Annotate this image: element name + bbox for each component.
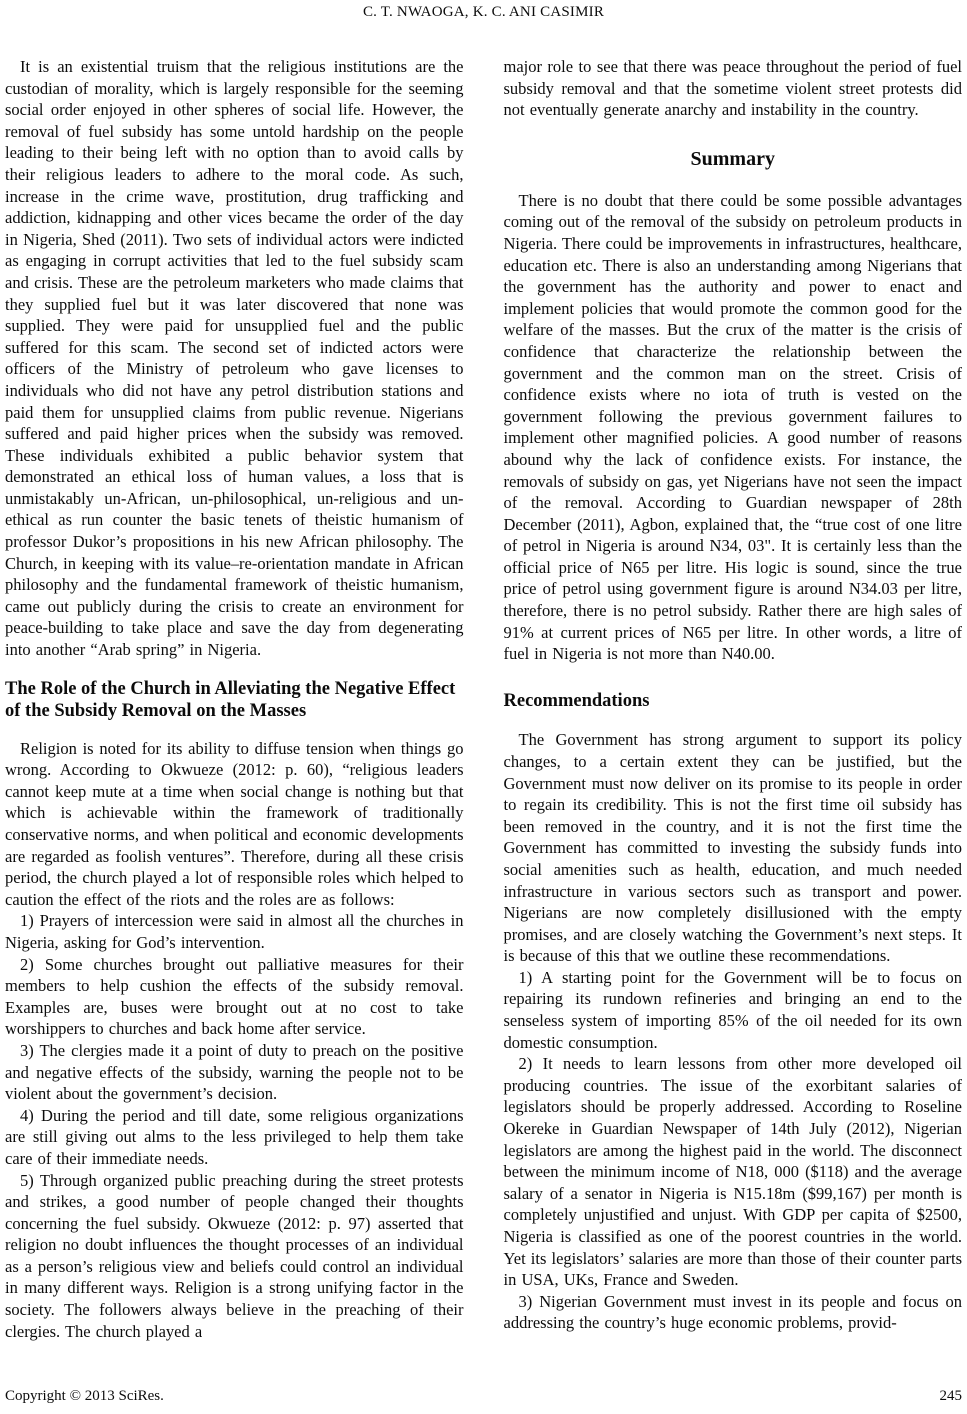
numbered-list-item: 1) A starting point for the Government will be to focus on repairing its rundown refineries and bringing an end to the senseless system of importing 85% of the oil needed for its own domestic consumption. <box>503 967 962 1052</box>
body-paragraph: Religion is noted for its ability to diffuse tension when things go wrong. According to Okwueze (2012: p. 60), “religious leaders cannot keep mute at a time when social change is nothing but that which is achievable within the framework of traditionally conservative norms, and when political and economic developments are regarded as foolish ventures”. Therefore, during all these crisis period, the church played a lot of responsible roles which helped to caution the effect of the riots and the roles are as follows: <box>5 738 464 909</box>
two-column-body <box>0 56 967 1342</box>
numbered-list-item: 2) It needs to learn lessons from other more developed oil producing countries. The issue of the exorbitant salaries of legislators should be properly addressed. According to Roseline Okereke in Guardian Newspaper of 14th July (2012), Nigerian legislators are among the highest paid in the world. The disconnect between the minimum income of N18, 000 ($118) and the average salary of a senator in Nigeria is N15.18m ($99,167) per month is completely unjustified and unjust. With GDP per capita of $2500, Nigeria is classified as one of the poorest countries in the world. Yet its legislators’ salaries are more than those of their counter parts in USA, UKs, France and Sweden. <box>503 1054 963 1290</box>
body-paragraph: It is an existential truism that the religious institutions are the custodian of morality, which is largely responsible for the seeming social order enjoyed in other spheres of social life. However, the removal of fuel subsidy has some untold hardship on the people leading to their being left with no option than to avoid calls by their religious leaders to adhere to the moral code. As such, increase in the crime wave, prostitution, drug trafficking and addiction, kidnapping and other vices became the order of the day in Nigeria, Shed (2011). Two sets of individual actors were indicted as engaging in corrupt activities that led to the fuel subsidy scam and crisis. These are the petroleum marketers who made claims that they supplied fuel but it was later discovered that none was supplied. They were paid for unsupplied fuel and the public suffered for this scam. The second set of indicted actors were officers of the Ministry of petroleum who gave licenses to individuals who did not have any petrol distribution stations and paid them for unsupplied claims from public revenue. Nigerians suffered and paid higher prices when the subsidy was removed. These individuals exhibited a public behavior system that demonstrated an ethical loss of human values, a loss that is unmistakably un-African, un-philosophical, un-religious and un-ethical as run counter the basic tenets of theistic humanism of professor Dukor’s propositions in his new African philosophy. The Church, in keeping with its value–re-orientation mandate in African philosophy and the fundamental framework of theistic humanism, came out publicly during the crisis to create an environment for peace-building to take place and save the day from degenerating into another “Arab spring” in Nigeria. <box>5 57 464 660</box>
page-number: 245 <box>939 1388 962 1404</box>
running-header-authors: C. T. NWAOGA, K. C. ANI CASIMIR <box>362 4 605 20</box>
numbered-list-item: 2) Some churches brought out palliative measures for their members to help cushion the effects of the subsidy removal. Examples are, buses were brought out at no cost to take worshippers to churches and back home after service. <box>5 954 464 1039</box>
continuation-paragraph: major role to see that there was peace throughout the period of fuel subsidy removal and that the sometime violent street protests did not eventually generate anarchy and instability in the country. <box>503 57 962 120</box>
numbered-list-item: 1) Prayers of intercession were said in almost all the churches in Nigeria, asking for God’s intervention. <box>5 911 464 952</box>
numbered-list-item: 3) The clergies made it a point of duty to preach on the positive and negative effects of the subsidy, warning the people not to be violent about the government’s decision. <box>5 1040 464 1104</box>
summary-heading: Summary <box>690 147 775 170</box>
right-column <box>504 56 963 1342</box>
numbered-list-item: 3) Nigerian Government must invest in its people and focus on addressing the country’s huge economic problems, provid- <box>503 1291 962 1333</box>
recommendations-heading: Recommendations <box>503 690 650 711</box>
numbered-list-item: 4) During the period and till date, some religious organizations are still giving out alms to the less privileged to help them take care of their immediate needs. <box>5 1105 464 1168</box>
recommendations-intro-paragraph: The Government has strong argument to support its policy changes, to a certain extent they can be justified, but the Government must now deliver on its promise to its people in order to regain its credibility. This is not the first time oil subsidy has been removed in the country, and it is not the first time the Government has committed to investing the subsidy funds into social amenities such as health, education, and much needed infrastructure in various sectors such as transport and power. Nigerians are now completely disillusioned with the empty promises, and are closely watching the Government’s next steps. It is because of this that we outline these recommendations. <box>503 730 962 966</box>
copyright-notice: Copyright © 2013 SciRes. <box>5 1388 164 1404</box>
numbered-list-item: 5) Through organized public preaching during the street protests and strikes, a good number of people changed their thoughts concerning the fuel subsidy. Okwueze (2012: p. 97) asserted that religion no doubt influences the thought processes of an individual as a person’s religious view and beliefs could control an individual in many different ways. Religion is a strong unifying factor in the society. The followers always believe in the preaching of their clergies. The church played a <box>5 1170 464 1341</box>
page-footer <box>5 1387 962 1405</box>
left-column <box>5 56 464 1342</box>
summary-paragraph: There is no doubt that there could be some possible advantages coming out of the removal of the subsidy on petroleum products in Nigeria. There could be improvements in infrastructures, healthcare, education etc. There is also an understanding among Nigerians that the government has the authority and power to enact and implement policies that would promote the common good for the welfare of the masses. But the crux of the matter is the crisis of confidence that characterize the relationship between the government and the common man on the street. Crisis of confidence exists where no iota of truth is vested on the government following the previous government failures to implement other magnified policies. A good number of reasons abound why the lack of confidence exists. For instance, the removals of subsidy on gas, yet Nigerians have not seen the impact of the removal. According to Guardian newspaper of 28th December (2011), Agbon, explained that, the “true cost of one litre of petrol in Nigeria is around N34, 03". It is certainly less than the official price of N65 per litre. His logic is sound, since the true price of petrol using government figure is around N34.03 per litre, therefore, there is no petrol subsidy. Rather there are high sales of 91% at current prices of N65 per litre. In other words, a litre of fuel in Nigeria is not more than N40.00. <box>503 190 962 664</box>
section-heading-role-of-church: The Role of the Church in Alleviating the Negative Effect of the Subsidy Removal on the Masses <box>5 678 456 722</box>
